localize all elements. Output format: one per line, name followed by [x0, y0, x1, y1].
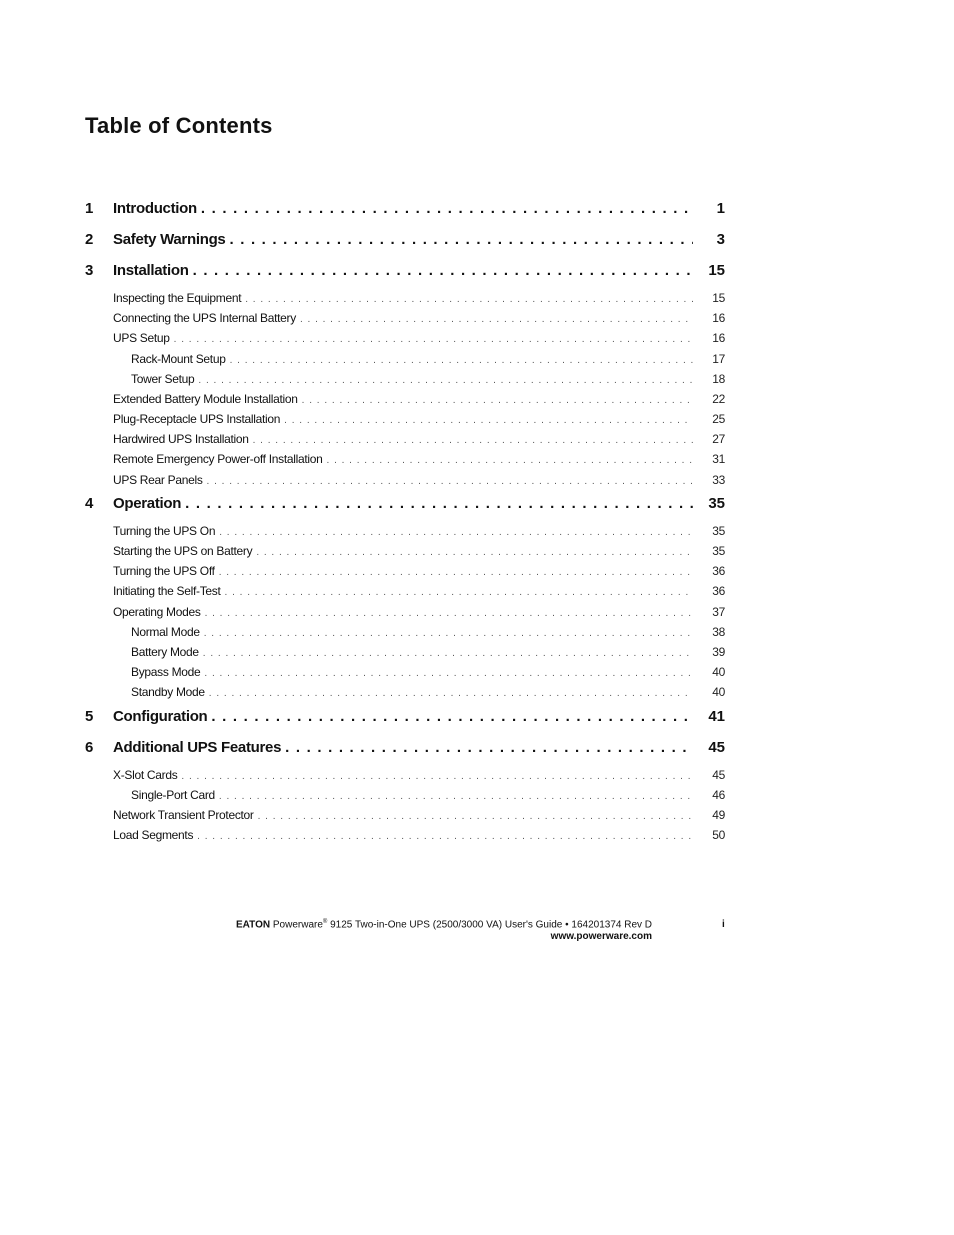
dot-leader	[253, 435, 693, 446]
dot-leader	[201, 200, 693, 217]
toc-subsection-single-port-card[interactable]	[85, 788, 725, 802]
page-number: 17	[712, 352, 725, 366]
toc-section-extended-battery[interactable]	[85, 392, 725, 406]
page-number: 39	[712, 645, 725, 659]
page-number: 1	[716, 200, 725, 217]
dot-leader	[285, 739, 693, 756]
chapter-title: Installation	[113, 262, 189, 279]
page-number: 45	[712, 768, 725, 782]
page-number: 36	[712, 564, 725, 578]
toc-section-operating-modes[interactable]	[85, 605, 725, 619]
dot-leader	[204, 668, 693, 679]
dot-leader	[327, 455, 693, 466]
toc-chapter-installation[interactable]	[85, 262, 725, 279]
dot-leader	[203, 648, 693, 659]
page-number: 15	[712, 291, 725, 305]
dot-leader	[245, 294, 693, 305]
page-number: 31	[712, 452, 725, 466]
toc-chapter-configuration[interactable]	[85, 708, 725, 725]
toc-subsection-bypass-mode[interactable]	[85, 665, 725, 679]
dot-leader	[193, 262, 693, 279]
page-number: 38	[712, 625, 725, 639]
page-number: 40	[712, 685, 725, 699]
dot-leader	[211, 708, 693, 725]
section-title: X-Slot Cards	[113, 768, 178, 782]
section-title: Operating Modes	[113, 605, 201, 619]
section-title: Connecting the UPS Internal Battery	[113, 311, 296, 325]
toc-section-turning-on[interactable]	[85, 524, 725, 538]
page-number: 36	[712, 584, 725, 598]
dot-leader	[174, 334, 693, 345]
toc-section-rear-panels[interactable]	[85, 473, 725, 487]
dot-leader	[198, 375, 693, 386]
section-title: Initiating the Self-Test	[113, 584, 221, 598]
section-title: Extended Battery Module Installation	[113, 392, 298, 406]
dot-leader	[225, 587, 693, 598]
toc-chapter-operation[interactable]	[85, 495, 725, 512]
page-number: 35	[708, 495, 725, 512]
toc-section-inspecting-equipment[interactable]	[85, 291, 725, 305]
footer-page-number: i	[722, 919, 725, 930]
page-number: 33	[712, 473, 725, 487]
footer-product: Powerware	[272, 919, 323, 931]
page-number: 45	[708, 739, 725, 756]
dot-leader	[300, 314, 693, 325]
dot-leader	[230, 355, 693, 366]
toc-section-ups-setup[interactable]	[85, 331, 725, 345]
page-number: 46	[712, 788, 725, 802]
subsection-title: Bypass Mode	[131, 665, 201, 679]
page-number: 37	[712, 605, 725, 619]
table-of-contents	[85, 0, 725, 900]
footer-description: 9125 Two-in-One UPS (2500/3000 VA) User's Guide • 164201374 Rev D	[330, 919, 652, 931]
section-title: Plug-Receptacle UPS Installation	[113, 412, 281, 426]
chapter-title: Introduction	[113, 200, 197, 217]
toc-section-starting-on-battery[interactable]	[85, 544, 725, 558]
subsection-title: Rack-Mount Setup	[131, 352, 226, 366]
dot-leader	[302, 395, 693, 406]
page-number: 3	[716, 231, 725, 248]
subsection-title: Tower Setup	[131, 372, 195, 386]
dot-leader	[219, 567, 693, 578]
subsection-title: Single-Port Card	[131, 788, 215, 802]
section-title: Inspecting the Equipment	[113, 291, 242, 305]
dot-leader	[207, 476, 693, 487]
page-number: 40	[712, 665, 725, 679]
toc-section-self-test[interactable]	[85, 584, 725, 598]
dot-leader	[209, 688, 693, 699]
toc-section-x-slot-cards[interactable]	[85, 768, 725, 782]
toc-subsection-normal-mode[interactable]	[85, 625, 725, 639]
dot-leader	[258, 811, 693, 822]
footer-brand: EATON	[236, 919, 271, 931]
toc-subsection-rack-mount-setup[interactable]	[85, 352, 725, 366]
chapter-number: 2	[85, 231, 94, 248]
chapter-title: Operation	[113, 495, 182, 512]
toc-subsection-battery-mode[interactable]	[85, 645, 725, 659]
toc-chapter-introduction[interactable]	[85, 200, 725, 217]
subsection-title: Normal Mode	[131, 625, 200, 639]
registered-mark: ®	[322, 919, 328, 925]
toc-chapter-safety-warnings[interactable]	[85, 231, 725, 248]
dot-leader	[197, 831, 693, 842]
page-number: 49	[712, 808, 725, 822]
dot-leader	[284, 415, 693, 426]
chapter-number: 1	[85, 200, 94, 217]
chapter-title: Configuration	[113, 708, 208, 725]
toc-subsection-tower-setup[interactable]	[85, 372, 725, 386]
chapter-title: Additional UPS Features	[113, 739, 282, 756]
dot-leader	[219, 791, 693, 802]
section-title: Turning the UPS On	[113, 524, 216, 538]
dot-leader	[205, 608, 693, 619]
toc-section-hardwired[interactable]	[85, 432, 725, 446]
chapter-number: 5	[85, 708, 94, 725]
section-title: Remote Emergency Power-off Installation	[113, 452, 323, 466]
page-number: 18	[712, 372, 725, 386]
chapter-title: Safety Warnings	[113, 231, 226, 248]
dot-leader	[185, 495, 693, 512]
toc-section-turning-off[interactable]	[85, 564, 725, 578]
dot-leader	[181, 771, 693, 782]
page-number: 41	[708, 708, 725, 725]
toc-section-plug-receptacle[interactable]	[85, 412, 725, 426]
toc-section-connecting-battery[interactable]	[85, 311, 725, 325]
toc-section-remote-epo[interactable]	[85, 452, 725, 466]
page-number: 16	[712, 331, 725, 345]
subsection-title: Battery Mode	[131, 645, 199, 659]
chapter-number: 4	[85, 495, 94, 512]
page-number: 16	[712, 311, 725, 325]
dot-leader	[256, 547, 693, 558]
section-title: Load Segments	[113, 828, 194, 842]
footer-document-info	[236, 919, 652, 930]
section-title: UPS Setup	[113, 331, 170, 345]
page-number: 50	[712, 828, 725, 842]
page-number: 25	[712, 412, 725, 426]
dot-leader	[229, 231, 693, 248]
toc-section-network-transient-protector[interactable]	[85, 808, 725, 822]
section-title: Turning the UPS Off	[113, 564, 215, 578]
chapter-number: 3	[85, 262, 94, 279]
section-title: Network Transient Protector	[113, 808, 254, 822]
dot-leader	[219, 527, 693, 538]
footer-url[interactable]: www.powerware.com	[550, 931, 652, 942]
page-number: 27	[712, 432, 725, 446]
page-number: 15	[708, 262, 725, 279]
page-number: 22	[712, 392, 725, 406]
section-title: Starting the UPS on Battery	[113, 544, 253, 558]
page-number: 35	[712, 524, 725, 538]
toc-chapter-additional-features[interactable]	[85, 739, 725, 756]
subsection-title: Standby Mode	[131, 685, 205, 699]
toc-section-load-segments[interactable]	[85, 828, 725, 842]
chapter-number: 6	[85, 739, 94, 756]
toc-subsection-standby-mode[interactable]	[85, 685, 725, 699]
page-number: 35	[712, 544, 725, 558]
section-title: UPS Rear Panels	[113, 473, 203, 487]
dot-leader	[204, 628, 693, 639]
page-title: Table of Contents	[85, 113, 273, 138]
section-title: Hardwired UPS Installation	[113, 432, 249, 446]
